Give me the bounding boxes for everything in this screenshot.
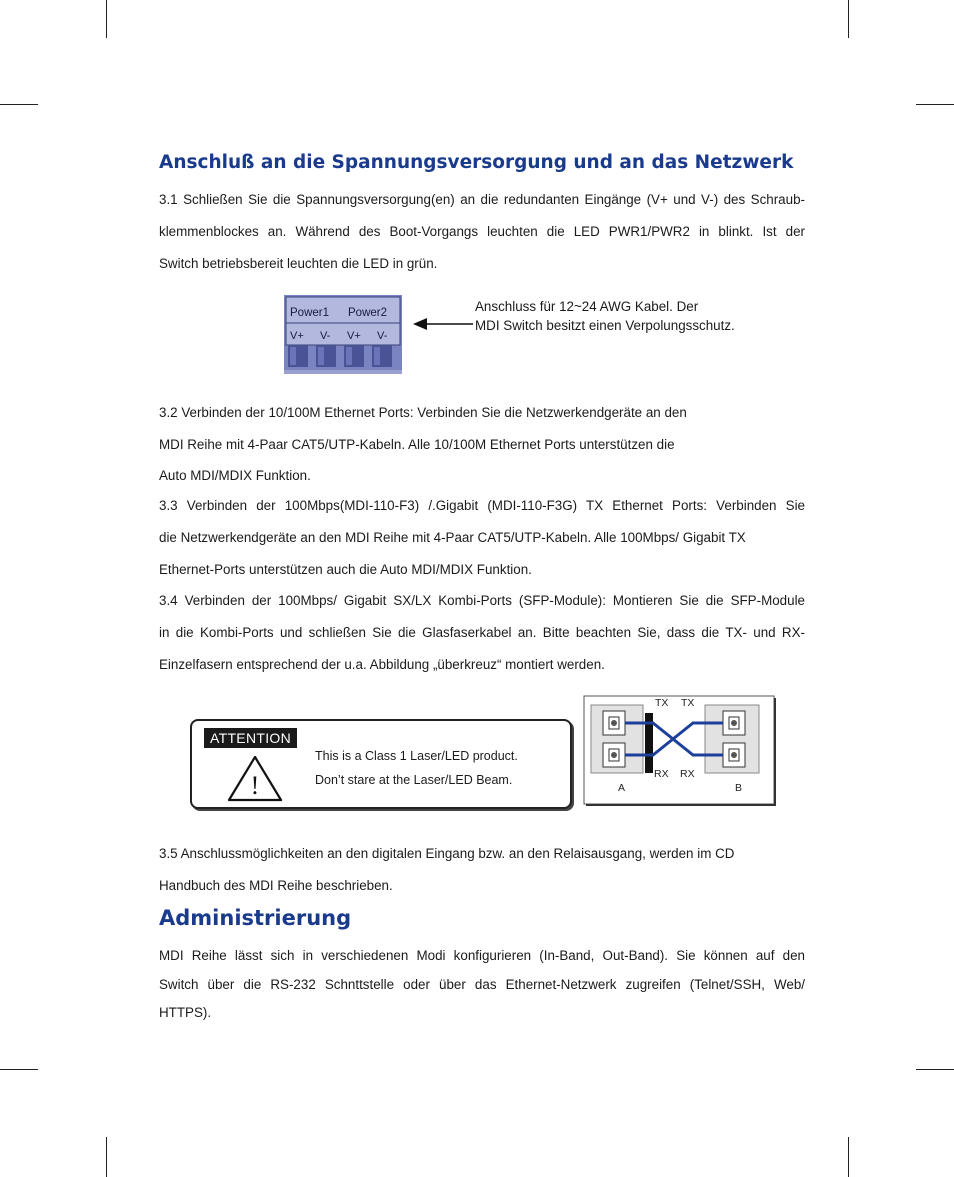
warning-triangle-icon [227, 754, 283, 802]
section-heading-administration: Administrierung [159, 906, 352, 930]
paragraph-3-2 [159, 397, 805, 492]
paragraph-line: Ethernet-Ports unterstützen auch die Auto MDI/MDIX Funktion. [159, 562, 532, 577]
paragraph-line: 3.5 Anschlussmöglichkeiten an den digitalen Eingang bzw. an den Relaisausgang, werden im CD [159, 846, 735, 861]
paragraph-line: Switch über die RS-232 Schnttstelle oder über das Ethernet-Netzwerk zugreifen (Telnet/SSH, Web/ [159, 976, 805, 992]
paragraph-administration [159, 942, 805, 1028]
terminal-block-figure [284, 295, 402, 376]
arrow-left-icon [413, 317, 473, 331]
pin-label: V- [377, 330, 388, 342]
paragraph-line: 3.3 Verbinden der 100Mbps(MDI-110-F3) /.Gigabit (MDI-110-F3G) TX Ethernet Ports: Verbinden Sie [159, 498, 805, 513]
crop-mark [0, 104, 38, 105]
pin-label: V+ [347, 330, 361, 342]
paragraph-line: in die Kombi-Ports und schließen Sie die Glasfaserkabel an. Bitte beachten Sie, dass die TX- und RX- [159, 625, 805, 640]
tx-right-label: TX [681, 697, 695, 709]
paragraph-line: HTTPS). [159, 1005, 212, 1020]
port-b-label: B [735, 782, 743, 794]
paragraph-3-3 [159, 490, 805, 586]
attention-label: ATTENTION [204, 728, 297, 748]
crop-mark [848, 1137, 849, 1177]
crop-mark [848, 0, 849, 38]
pin-label: V+ [290, 330, 304, 342]
section-heading-power-network: Anschluß an die Spannungsversorgung und an das Netzwerk [159, 152, 794, 173]
crop-mark [106, 0, 107, 38]
paragraph-line: 3.2 Verbinden der 10/100M Ethernet Ports: Verbinden Sie die Netzwerkendgeräte an den [159, 405, 687, 420]
crop-mark [106, 1137, 107, 1177]
attention-text [315, 744, 518, 792]
paragraph-3-5 [159, 838, 805, 902]
paragraph-line: klemmenblockes an. Während des Boot-Vorgangs leuchten die LED PWR1/PWR2 in blinkt. Ist der [159, 224, 805, 239]
rx-right-label: RX [680, 768, 695, 780]
callout-line: Anschluss für 12~24 AWG Kabel. Der [475, 299, 699, 314]
paragraph-3-1 [159, 184, 805, 280]
paragraph-line: Switch betriebsbereit leuchten die LED in grün. [159, 256, 438, 271]
fiber-crossover-diagram [583, 695, 777, 807]
paragraph-line: Handbuch des MDI Reihe beschrieben. [159, 878, 393, 893]
port-a-label: A [618, 782, 626, 794]
callout-line: MDI Switch besitzt einen Verpolungsschutz. [475, 318, 735, 333]
paragraph-3-4 [159, 585, 805, 681]
paragraph-line: MDI Reihe lässt sich in verschiedenen Modi konfigurieren (In-Band, Out-Band). Sie können auf den [159, 948, 805, 963]
tx-left-label: TX [655, 697, 669, 709]
rx-left-label: RX [654, 768, 669, 780]
power2-label: Power2 [348, 307, 387, 319]
crop-mark [0, 1069, 38, 1070]
terminal-block-image [284, 295, 402, 376]
paragraph-line: Einzelfasern entsprechend der u.a. Abbildung „überkreuz“ montiert werden. [159, 657, 605, 672]
paragraph-line: 3.4 Verbinden der 100Mbps/ Gigabit SX/LX Kombi-Ports (SFP-Module): Montieren Sie die SFP-Module [159, 593, 805, 608]
attention-line: This is a Class 1 Laser/LED product. [315, 749, 518, 763]
paragraph-line: 3.1 Schließen Sie die Spannungsversorgung(en) an die redundanten Eingänge (V+ und V-) des Schraub- [159, 192, 805, 207]
crop-mark [916, 1069, 954, 1070]
paragraph-line: Auto MDI/MDIX Funktion. [159, 468, 311, 483]
fiber-crossover-figure [583, 695, 777, 807]
pin-label: V- [320, 330, 331, 342]
power1-label: Power1 [290, 307, 329, 319]
warning-symbol: ! [250, 771, 260, 800]
terminal-callout [475, 297, 735, 335]
crop-mark [916, 104, 954, 105]
attention-line: Don’t stare at the Laser/LED Beam. [315, 773, 513, 787]
paragraph-line: die Netzwerkendgeräte an den MDI Reihe mit 4-Paar CAT5/UTP-Kabeln. Alle 100Mbps/ Gigabit TX [159, 530, 746, 545]
paragraph-line: MDI Reihe mit 4-Paar CAT5/UTP-Kabeln. Alle 10/100M Ethernet Ports unterstützen die [159, 437, 675, 452]
